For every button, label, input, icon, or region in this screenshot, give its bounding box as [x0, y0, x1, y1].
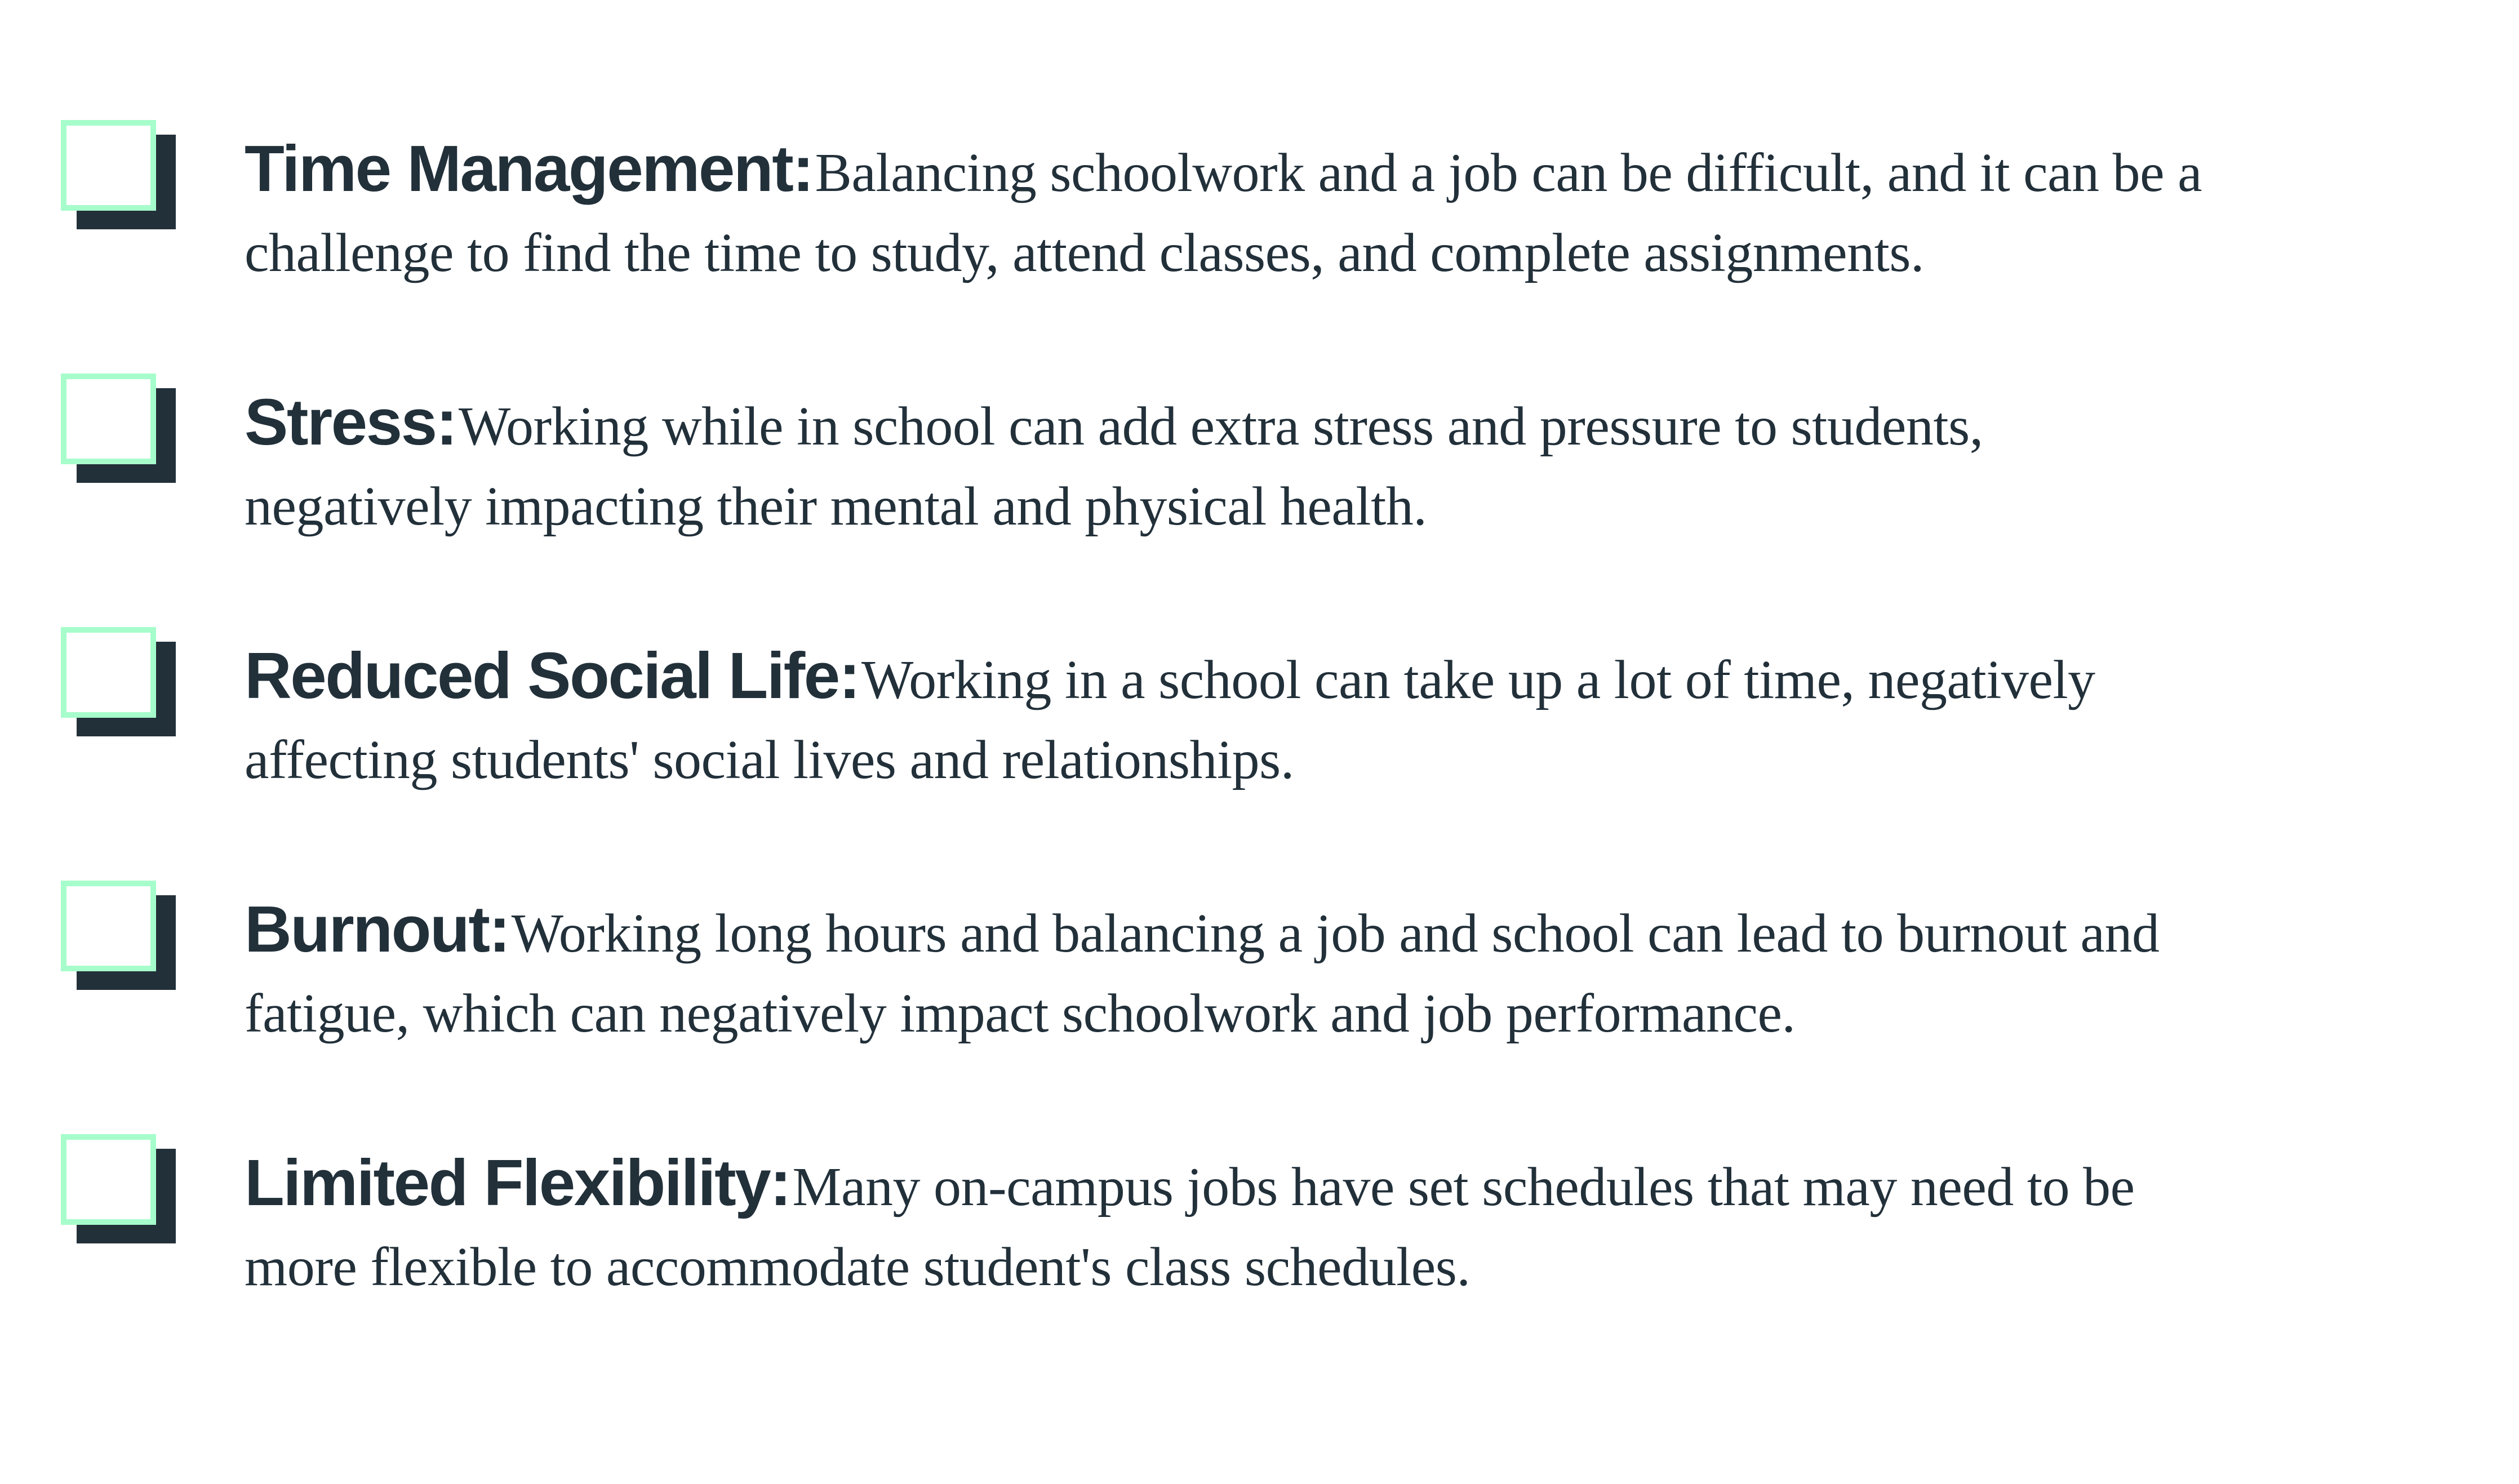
checkbox-icon	[61, 881, 156, 971]
item-heading: Burnout:	[245, 892, 509, 966]
item-heading: Stress:	[245, 385, 456, 459]
item-first-line	[245, 126, 2202, 211]
item-description-line2: affecting students' social lives and relationships.	[245, 730, 1294, 790]
item-description-line2: more flexible to accommodate student's class schedules.	[245, 1237, 1470, 1298]
item-first-line	[245, 887, 2159, 971]
checkbox-icon	[61, 374, 156, 464]
checkbox-icon	[61, 627, 156, 718]
item-description-line1: Working in a school can take up a lot of time, negatively	[861, 650, 2095, 710]
checkbox-icon	[61, 120, 156, 211]
item-description-line2: fatigue, which can negatively impact schoolwork and job performance.	[245, 983, 1796, 1044]
item-description-line2: challenge to find the time to study, attend classes, and complete assignments.	[245, 223, 1925, 283]
item-heading: Reduced Social Life:	[245, 639, 859, 712]
list-item-stress	[0, 374, 2519, 627]
list-item-burnout	[0, 881, 2519, 1134]
item-heading: Limited Flexibility:	[245, 1146, 790, 1219]
item-first-line	[245, 633, 2095, 718]
item-description-line1: Working while in school can add extra stress and pressure to students,	[458, 396, 1983, 457]
item-first-line	[245, 380, 1983, 464]
item-description-line1: Balancing schoolwork and a job can be difficult, and it can be a	[815, 143, 2202, 203]
item-description-line2: negatively impacting their mental and physical health.	[245, 476, 1427, 537]
list-item-time-management	[0, 120, 2519, 374]
list-item-reduced-social-life	[0, 627, 2519, 881]
item-description-line1: Working long hours and balancing a job and school can lead to burnout and	[511, 903, 2160, 964]
item-description-line1: Many on-campus jobs have set schedules that may need to be	[792, 1157, 2135, 1218]
checkbox-icon	[61, 1134, 156, 1225]
item-first-line	[245, 1140, 2135, 1225]
list-item-limited-flexibility	[0, 1134, 2519, 1388]
item-heading: Time Management:	[245, 132, 813, 205]
